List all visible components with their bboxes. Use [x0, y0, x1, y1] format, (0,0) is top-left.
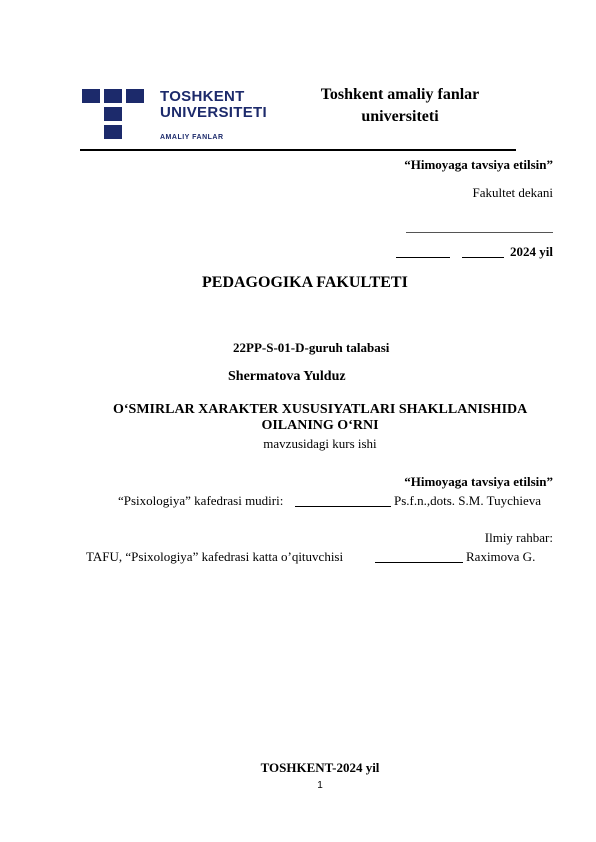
- dean-label: Fakultet dekani: [472, 185, 553, 200]
- topic-line-1: O‘SMIRLAR XARAKTER XUSUSIYATLARI SHAKLLANISHIDA: [113, 402, 528, 417]
- supervisor-name: Raximova G.: [466, 549, 536, 564]
- date-blank-2: [462, 257, 504, 258]
- approval-year: 2024 yil: [510, 244, 553, 259]
- logo-line-1: TOSHKENT: [160, 88, 245, 105]
- page-number: 1: [317, 780, 323, 791]
- university-logo-text: [160, 89, 267, 141]
- faculty-title: PEDAGOGIKA FAKULTETI: [202, 274, 408, 291]
- topic-line-2: OILANING O‘RNI: [261, 418, 379, 433]
- approval-title-2: “Himoyaga tavsiya etilsin”: [404, 474, 553, 489]
- supervisor-title: Ilmiy rahbar:: [484, 530, 553, 545]
- dean-signature-line: [406, 232, 553, 233]
- supervisor-signature-line: [375, 562, 463, 563]
- university-logo-mark: [82, 89, 146, 139]
- date-blank-1: [396, 257, 450, 258]
- approval-title-1: “Himoyaga tavsiya etilsin”: [404, 157, 553, 172]
- topic-subtitle: mavzusidagi kurs ishi: [263, 436, 377, 451]
- logo-line-3: AMALIY FANLAR: [160, 134, 224, 141]
- department-head-label: “Psixologiya” kafedrasi mudiri:: [118, 493, 284, 508]
- supervisor-label: TAFU, “Psixologiya” kafedrasi katta o’qituvchisi: [86, 549, 344, 564]
- student-name: Shermatova Yulduz: [228, 369, 346, 384]
- university-name: Toshkent amaliy fanlar universiteti: [320, 86, 480, 125]
- department-head-name: Ps.f.n.,dots. S.M. Tuychieva: [394, 493, 541, 508]
- header-divider: [80, 149, 516, 151]
- department-head-signature-line: [295, 506, 391, 507]
- footer-city-year: TOSHKENT-2024 yil: [260, 760, 380, 775]
- logo-line-2: UNIVERSITETI: [160, 104, 267, 121]
- student-group: 22PP-S-01-D-guruh talabasi: [233, 340, 390, 355]
